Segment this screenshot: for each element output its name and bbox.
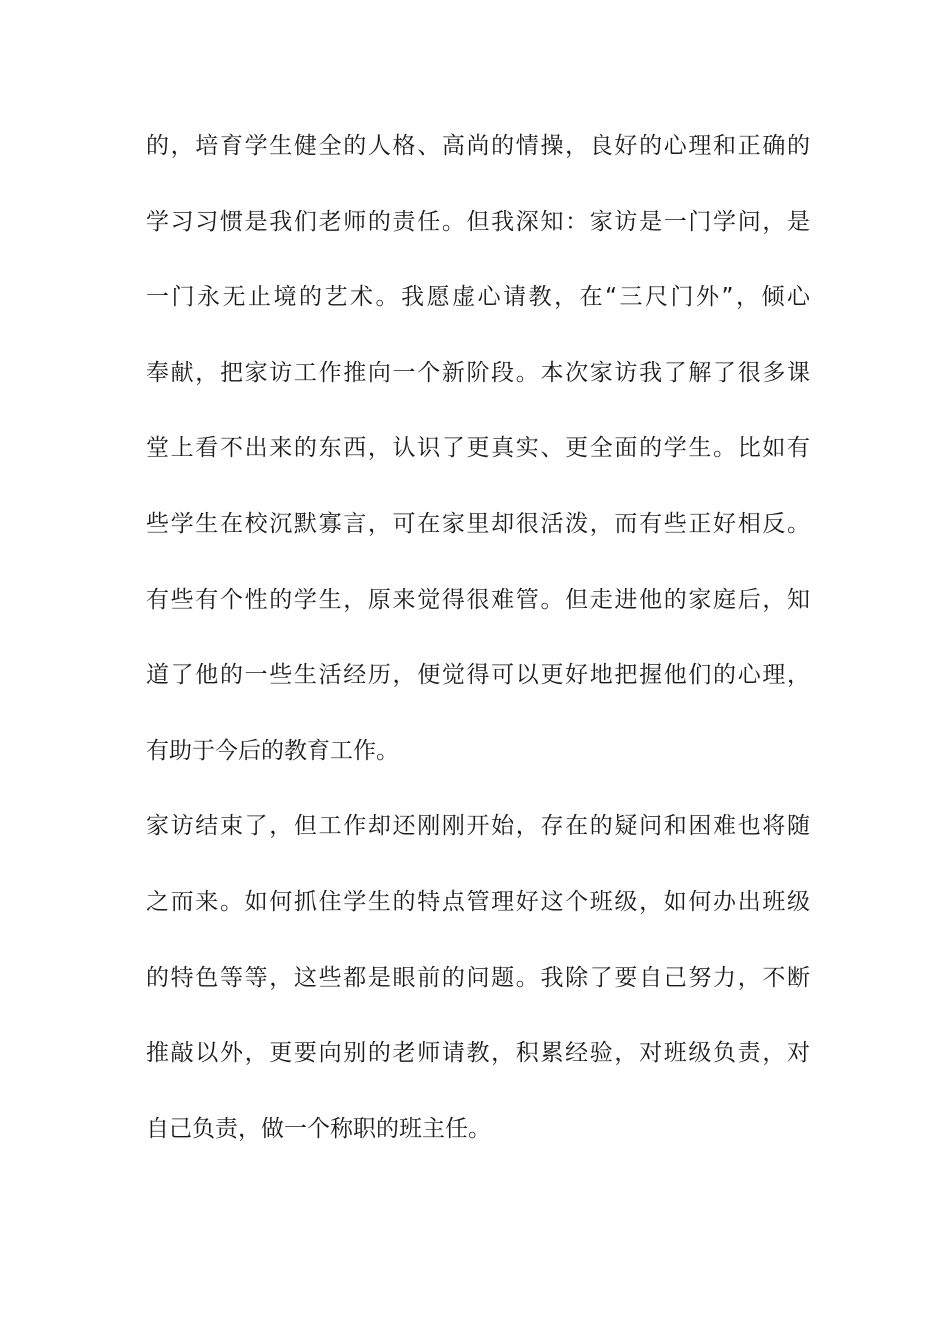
paragraph-end-line: 有助于今后的教育工作。 (146, 737, 399, 764)
text-line: 道了他的一些生活经历，便觉得可以更好地把握他们的心理， (146, 662, 810, 689)
text-line: 之而来。如何抓住学生的特点管理好这个班级，如何办出班级 (146, 888, 810, 915)
paragraph-end-line: 自己负责，做一个称职的班主任。 (146, 1115, 491, 1142)
text-line: 堂上看不出来的东西，认识了更真实、更全面的学生。比如有 (146, 435, 810, 462)
body-text (146, 128, 810, 1186)
text-line: 些学生在校沉默寡言，可在家里却很活泼，而有些正好相反。 (146, 510, 810, 537)
text-line: 奉献，把家访工作推向一个新阶段。本次家访我了解了很多课 (146, 359, 810, 386)
text-line: 有些有个性的学生，原来觉得很难管。但走进他的家庭后，知 (146, 586, 810, 613)
text-line: 学习习惯是我们老师的责任。但我深知：家访是一门学问，是 (146, 208, 810, 235)
text-line: 的，培育学生健全的人格、高尚的情操，良好的心理和正确的 (146, 133, 810, 159)
text-line: 的特色等等，这些都是眼前的问题。我除了要自己努力，不断 (146, 964, 810, 991)
text-line: 一门永无止境的艺术。我愿虚心请教，在“三尺门外”，倾心 (146, 284, 810, 311)
text-line: 推敲以外，更要向别的老师请教，积累经验，对班级负责，对 (146, 1040, 810, 1067)
text-line: 家访结束了，但工作却还刚刚开始，存在的疑问和困难也将随 (146, 813, 810, 840)
